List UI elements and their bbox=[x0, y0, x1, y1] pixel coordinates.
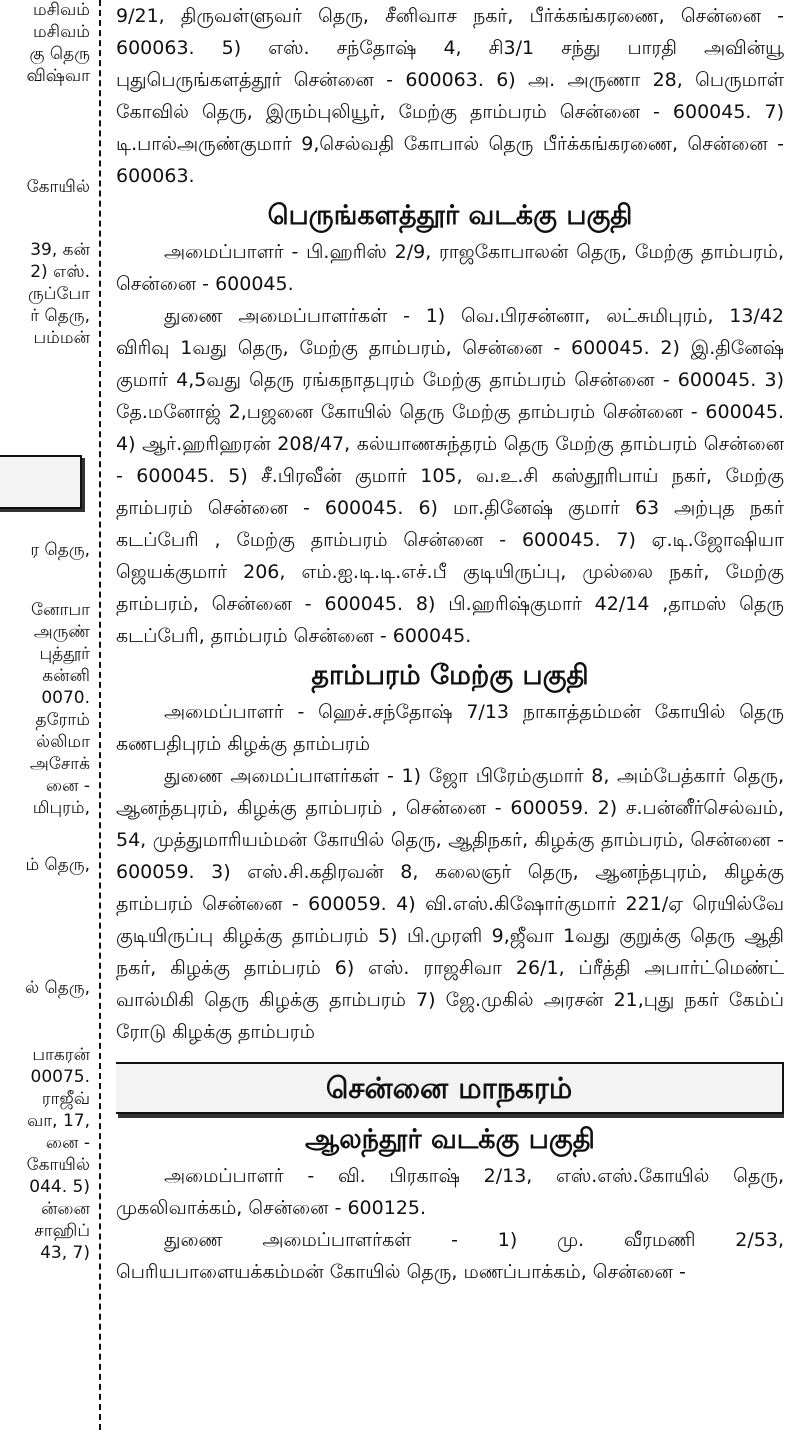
region-banner: சென்னை மாநகரம் bbox=[116, 1062, 784, 1114]
left-column-line: ருப்போ bbox=[27, 284, 90, 304]
deputy-organizers-paragraph: துணை அமைப்பாளர்கள் - 1) வெ.பிரசன்னா, லட்சுமிபுரம், 13/42 விரிவு 1வது தெரு, மேற்கு தாம்பரம், சென்னை - 600045. 2) இ.தினேஷ் குமார் 4,5வது தெரு ரங்கநாதபுரம் மேற்கு தாம்பரம் சென்னை - 600045. 3) தே.மனோஜ் 2,பஜனை கோயில் தெரு மேற்கு தாம்பரம் சென்னை - 600045. 4) ஆர்.ஹரிஹரன் 208/47, கல்யாணசுந்தரம் தெரு மேற்கு தாம்பரம் சென்னை - 600045. 5) சீ.பிரவீன் குமார் 105, வ.உ.சி கஸ்தூரிபாய் நகர், மேற்கு தாம்பரம் சென்னை - 600045. 6) மா.தினேஷ் குமார் 63 அற்புத நகர் கடப்பேரி , மேற்கு தாம்பரம் சென்னை - 600045. 7) ஏ.டி.ஜோஷியா ஜெயக்குமார் 206, எம்.ஐ.டி.டி.எச்.பீ குடியிருப்பு, முல்லை நகர், மேற்கு தாம்பரம், சென்னை - 600045. 8) பி.ஹரிஷ்குமார் 42/14 ,தாமஸ் தெரு கடப்பேரி, தாம்பரம் சென்னை - 600045. bbox=[116, 305, 784, 647]
main-column bbox=[116, 0, 784, 1430]
column-divider bbox=[99, 0, 101, 1430]
paragraph-continued: 9/21, திருவள்ளுவர் தெரு, சீனிவாச நகர், பீர்க்கங்கரணை, சென்னை - 600063. 5) எஸ். சந்தோஷ் 4, சி3/1 சந்து பாரதி அவின்யூ புதுபெருங்களத்தூர் சென்னை - 600063. 6) அ. அருணா 28, பெருமாள் கோவில் தெரு, இரும்புலியூர், மேற்கு தாம்பரம் சென்னை - 600045. 7) டி.பால்அருண்குமார் 9,செல்வதி கோபால் தெரு பீர்க்கங்கரணை, சென்னை - 600063. bbox=[116, 5, 784, 187]
left-column-line: மசிவம் bbox=[33, 22, 90, 42]
left-column-line: ர தெரு, bbox=[30, 540, 90, 560]
organizer-paragraph: அமைப்பாளர் - பி.ஹரிஸ் 2/9, ராஜகோபாலன் தெரு, மேற்கு தாம்பரம், சென்னை - 600045. bbox=[116, 241, 784, 295]
left-column-line: வா, 17, bbox=[27, 1111, 90, 1131]
left-column-line: ல்லிமா bbox=[36, 732, 90, 752]
left-column-line: னோபா bbox=[31, 600, 90, 620]
left-column-line: 0070. bbox=[41, 688, 90, 708]
left-column-line: கோயில் bbox=[26, 177, 90, 197]
left-column-line: பாகரன் bbox=[32, 1045, 90, 1065]
left-column-line: 2) எஸ். bbox=[30, 262, 90, 282]
left-column-line: கு தெரு bbox=[29, 44, 90, 64]
section-heading-alandur-north: ஆலந்தூர் வடக்கு பகுதி bbox=[305, 1124, 595, 1155]
left-column-line: 044. 5) bbox=[29, 1177, 90, 1197]
left-column-line: அருண் bbox=[33, 622, 90, 642]
deputy-organizers-paragraph: துணை அமைப்பாளர்கள் - 1) ஜோ பிரேம்குமார் 8, அம்பேத்கார் தெரு, ஆனந்தபுரம், கிழக்கு தாம்பரம் , சென்னை - 600059. 2) ச.பன்னீர்செல்வம், 54, முத்துமாரியம்மன் கோயில் தெரு, ஆதிநகர், கிழக்கு தாம்பரம், சென்னை - 600059. 3) எஸ்.சி.கதிரவன் 8, கலைஞர் தெரு, ஆனந்தபுரம், கிழக்கு தாம்பரம் சென்னை - 600059. 4) வி.எஸ்.கிஷோர்குமார் 221/ஏ ரெயில்வே குடியிருப்பு கிழக்கு தாம்பரம் 5) பி.முரளி 9,ஜீவா 1வது குறுக்கு தெரு ஆதி நகர், கிழக்கு தாம்பரம் 6) எஸ். ராஜசிவா 26/1, ப்ரீத்தி அபார்ட்மெண்ட் வால்மிகி தெரு கிழக்கு தாம்பரம் 7) ஜே.முகில் அரசன் 21,புது நகர் கேம்ப் ரோடு கிழக்கு தாம்பரம் bbox=[116, 765, 784, 1043]
left-column-line: கன்னி bbox=[42, 666, 90, 686]
left-column-line: னை - bbox=[45, 776, 90, 796]
left-column-line: விஷ்வா bbox=[26, 66, 90, 86]
left-column-line: கோயில் bbox=[26, 1155, 90, 1175]
left-column-line: அசோக் bbox=[29, 754, 90, 774]
left-column-box bbox=[0, 455, 82, 509]
left-column-line: ன்னை bbox=[40, 1199, 90, 1219]
left-column-line: 43, 7) bbox=[40, 1243, 90, 1263]
left-column-line: ர் தெரு, bbox=[30, 306, 90, 326]
left-column-line: ராஜீவ் bbox=[41, 1089, 90, 1109]
left-column-line: தரோம் bbox=[35, 710, 90, 730]
left-column-line: பம்மன் bbox=[33, 328, 90, 348]
organizer-paragraph: அமைப்பாளர் - வி. பிரகாஷ் 2/13, எஸ்.எஸ்.கோயில் தெரு, முகலிவாக்கம், சென்னை - 600125. bbox=[116, 1165, 784, 1219]
left-column-line: மசிவம் bbox=[33, 0, 90, 20]
section-heading-tambaram-west: தாம்பரம் மேற்கு பகுதி bbox=[311, 660, 589, 691]
left-column-line: சாஹிப் bbox=[34, 1221, 90, 1241]
left-column-line: 00075. bbox=[30, 1067, 90, 1087]
left-column-line: 39, கன் bbox=[30, 240, 90, 260]
section-heading-perungalathur-north: பெருங்களத்தூர் வடக்கு பகுதி bbox=[267, 200, 633, 231]
organizer-paragraph: அமைப்பாளர் - ஹெச்.சந்தோஷ் 7/13 நாகாத்தம்மன் கோயில் தெரு கணபதிபுரம் கிழக்கு தாம்பரம் bbox=[116, 701, 784, 755]
left-column-line: புத்தூர் bbox=[39, 644, 90, 664]
deputy-organizers-paragraph: துணை அமைப்பாளர்கள் - 1) மு. வீரமணி 2/53, பெரியபாளையக்கம்மன் கோயில் தெரு, மணப்பாக்கம், சென்னை - bbox=[116, 1229, 784, 1283]
left-column-line: மிபுரம், bbox=[32, 798, 90, 818]
left-column-fragment bbox=[0, 0, 96, 1430]
left-column-line: ல் தெரு, bbox=[25, 978, 90, 998]
left-column-line: னை - bbox=[45, 1133, 90, 1153]
left-column-line: ம் தெரு, bbox=[25, 855, 90, 875]
